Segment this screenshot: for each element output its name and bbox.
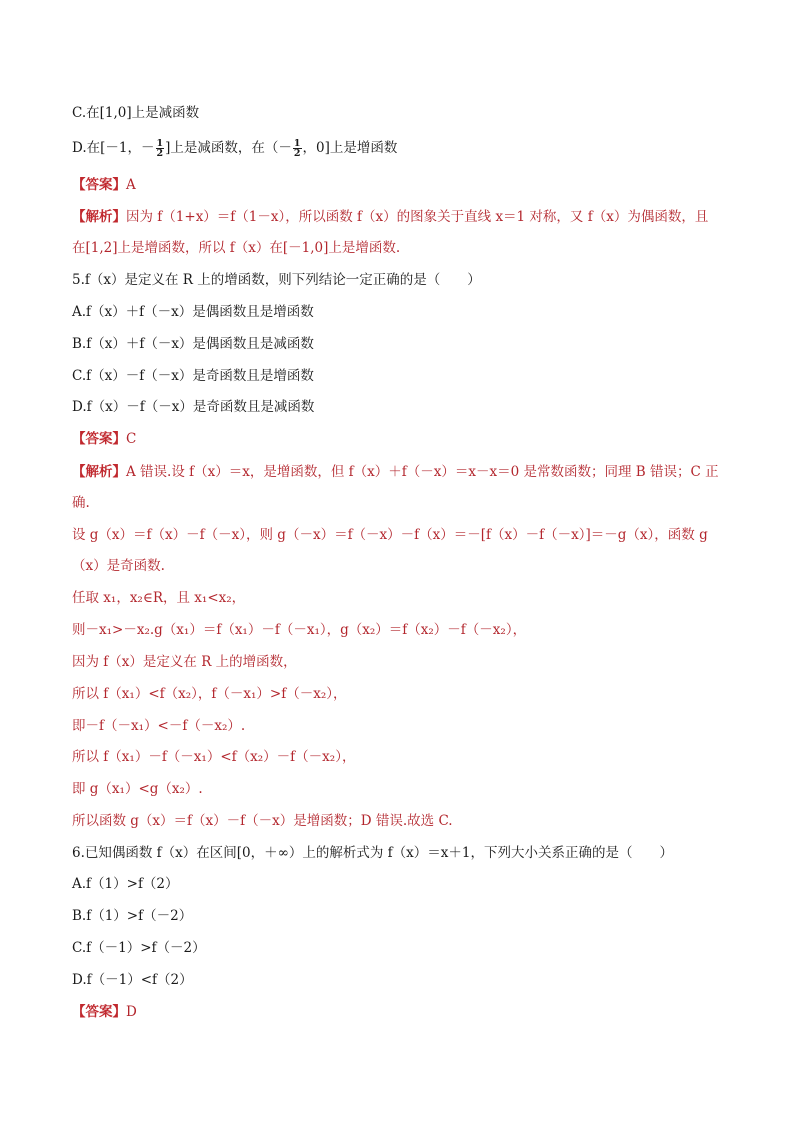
q4-option-d [72,138,397,158]
q5-stem: 5.f（x）是定义在 R 上的增函数，则下列结论一定正确的是（ ） [72,272,481,288]
q4-option-d-part3: ，0]上是增函数 [302,140,398,156]
q5-option-b: B.f（x）＋f（－x）是偶函数且是减函数 [72,336,314,352]
q5-analysis-line-9: 即－f（－x₁）<－f（－x₂）. [72,718,246,734]
q5-analysis-line-3: 设 g（x）＝f（x）－f（－x），则 g（－x）＝f（－x）－f（x）＝－[f（x）－f（－x）]＝－g（x），函数 g [72,527,708,543]
q5-analysis-line-7: 因为 f（x）是定义在 R 上的增函数， [72,654,297,670]
fraction-numerator: 1 [156,138,164,149]
q5-option-c: C.f（x）－f（－x）是奇函数且是增函数 [72,368,314,384]
q6-option-a: A.f（1）>f（2） [72,876,179,892]
q5-answer [72,429,136,449]
q5-analysis-line-4: （x）是奇函数. [72,558,165,574]
fraction-half [156,139,165,158]
answer-tag: 【答案】 [72,177,126,193]
fraction-denominator: 2 [293,148,301,159]
q4-option-c: C.在[1,0]上是减函数 [72,105,200,121]
q5-analysis-line-8: 所以 f（x₁）<f（x₂），f（－x₁）>f（－x₂）， [72,686,347,702]
q5-analysis-line-12: 所以函数 g（x）＝f（x）－f（－x）是增函数；D 错误.故选 C. [72,813,453,829]
fraction-denominator: 2 [156,148,164,159]
q4-analysis-line-2: 在[1,2]上是增函数，所以 f（x）在[－1,0]上是增函数. [72,240,401,256]
q5-analysis-line-6: 则－x₁>－x₂.g（x₁）＝f（x₁）－f（－x₁），g（x₂）＝f（x₂）－f（－x₂）， [72,622,527,638]
analysis-text: 因为 f（1+x）＝f（1－x），所以函数 f（x）的图象关于直线 x＝1 对称，又 f（x）为偶函数，且 [126,209,709,225]
q4-analysis-line-1 [72,207,708,227]
q5-analysis-line-11: 即 g（x₁）<g（x₂）. [72,781,203,797]
answer-value: A [126,177,136,193]
q6-answer [72,1002,137,1022]
q5-analysis-line-5: 任取 x₁，x₂∈R，且 x₁<x₂， [72,590,246,606]
q5-analysis-line-1 [72,462,719,482]
q4-option-d-part2: ]上是减函数，在（－ [165,140,292,156]
analysis-tag: 【解析】 [72,209,126,225]
analysis-tag: 【解析】 [72,464,126,480]
answer-value: C [126,431,137,447]
q5-analysis-line-2: 确. [72,495,90,511]
answer-tag: 【答案】 [72,1004,126,1020]
q4-option-d-part1: D.在[－1，－ [72,140,155,156]
fraction-half-2 [293,139,302,158]
q6-option-b: B.f（1）>f（－2） [72,908,193,924]
analysis-text: A 错误.设 f（x）＝x，是增函数，但 f（x）＋f（－x）＝x－x＝0 是常数函数；同理 B 错误；C 正 [126,464,719,480]
fraction-numerator: 1 [293,138,301,149]
q6-option-d: D.f（－1）<f（2） [72,972,193,988]
q5-option-d: D.f（x）－f（－x）是奇函数且是减函数 [72,399,315,415]
answer-value: D [126,1004,137,1020]
q5-option-a: A.f（x）＋f（－x）是偶函数且是增函数 [72,304,314,320]
answer-tag: 【答案】 [72,431,126,447]
q6-stem: 6.已知偶函数 f（x）在区间[0，＋∞）上的解析式为 f（x）＝x＋1，下列大小关系正确的是（ ） [72,845,673,861]
q5-analysis-line-10: 所以 f（x₁）－f（－x₁）<f（x₂）－f（－x₂）， [72,749,356,765]
q6-option-c: C.f（－1）>f（－2） [72,940,206,956]
q4-answer [72,175,136,195]
